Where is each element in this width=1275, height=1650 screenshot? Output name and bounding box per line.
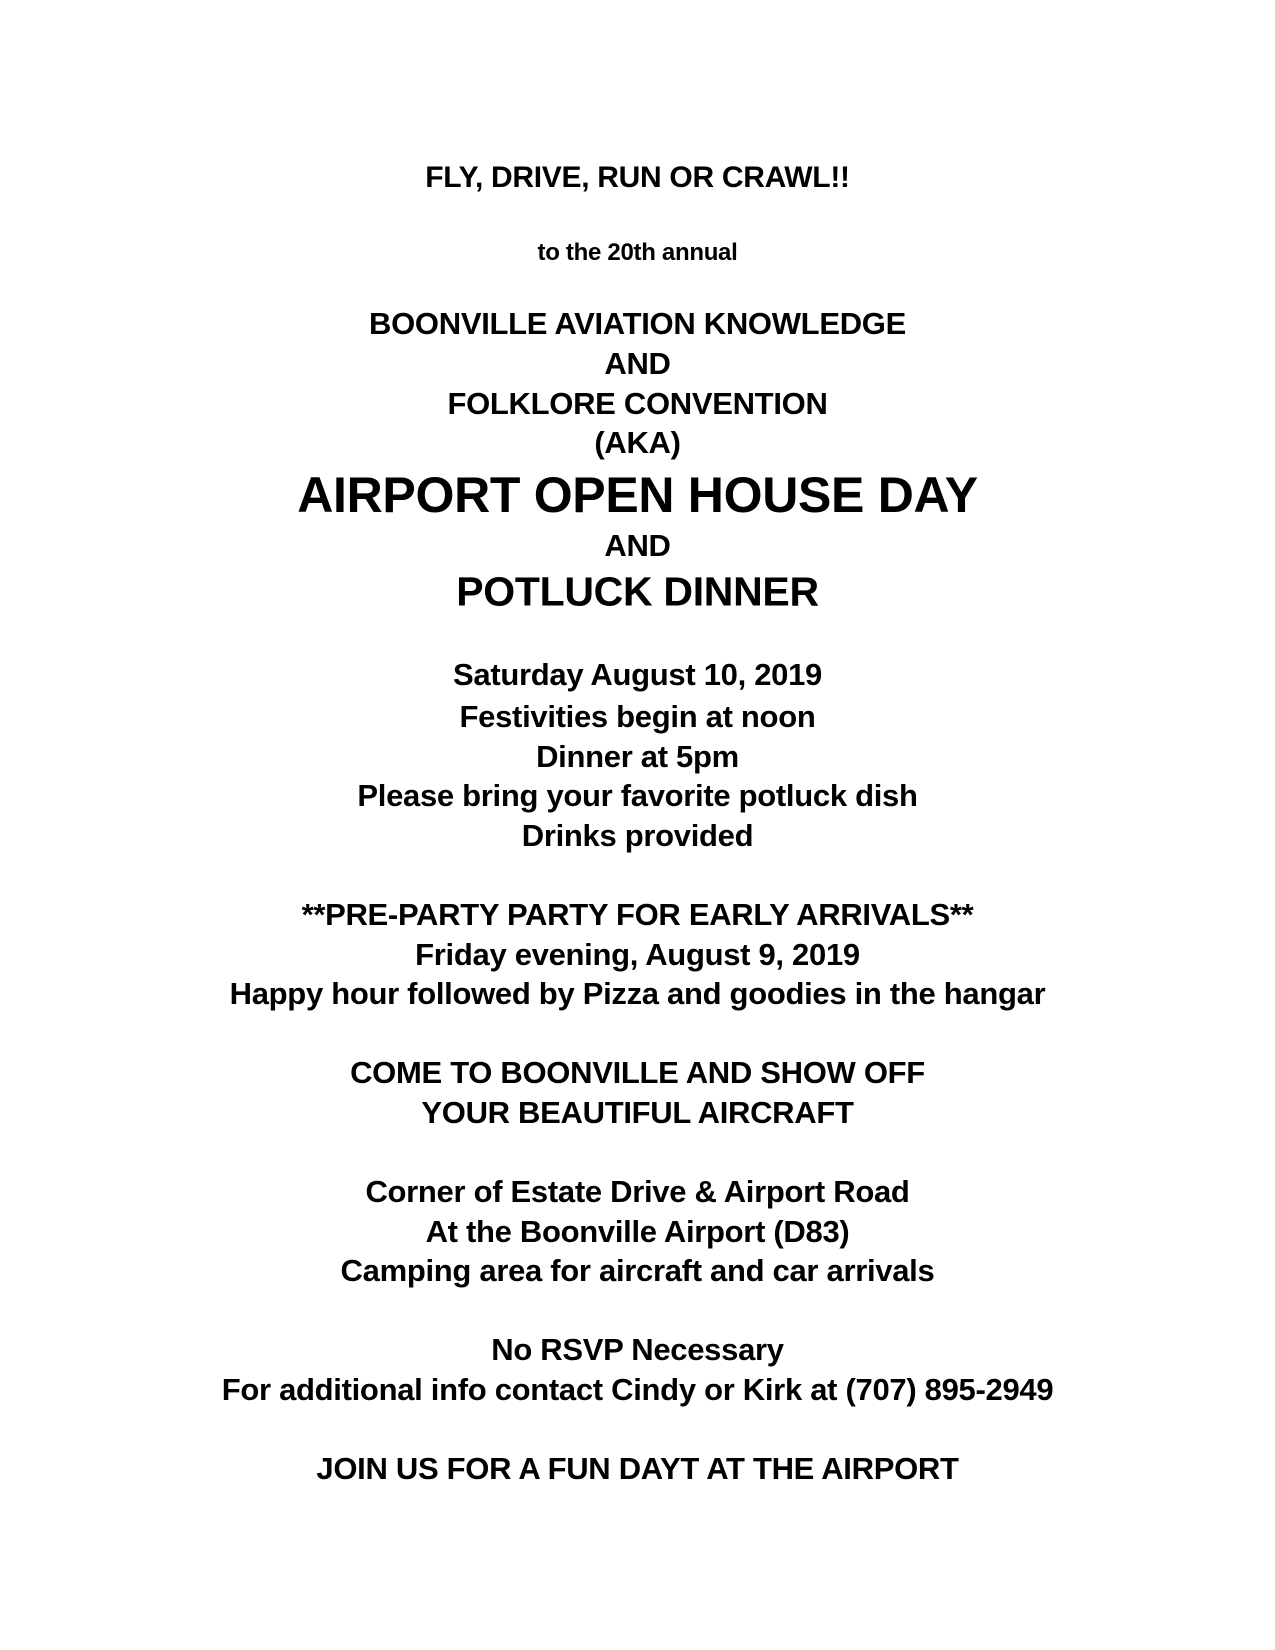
contact-info: For additional info contact Cindy or Kirk at (707) 895-2949 bbox=[221, 1372, 1054, 1407]
event-detail: Drinks provided bbox=[521, 818, 754, 853]
closing-line: JOIN US FOR A FUN DAYT AT THE AIRPORT bbox=[316, 1451, 959, 1486]
pre-party-detail: Happy hour followed by Pizza and goodies in the hangar bbox=[229, 976, 1046, 1011]
rsvp-note: No RSVP Necessary bbox=[491, 1332, 784, 1367]
event-name-line: AND bbox=[604, 346, 671, 381]
sub-title: POTLUCK DINNER bbox=[456, 568, 819, 615]
event-detail: Please bring your favorite potluck dish bbox=[357, 778, 918, 813]
location-line: Corner of Estate Drive & Airport Road bbox=[365, 1174, 910, 1209]
event-detail: Festivities begin at noon bbox=[459, 699, 816, 734]
pre-party-heading: **PRE-PARTY PARTY FOR EARLY ARRIVALS** bbox=[301, 897, 974, 932]
main-title: AIRPORT OPEN HOUSE DAY bbox=[297, 467, 978, 523]
location-line: At the Boonville Airport (D83) bbox=[425, 1214, 850, 1249]
invite-line: YOUR BEAUTIFUL AIRCRAFT bbox=[421, 1095, 854, 1130]
main-and: AND bbox=[604, 528, 671, 563]
event-name-line: FOLKLORE CONVENTION bbox=[447, 386, 828, 421]
event-detail: Dinner at 5pm bbox=[536, 739, 739, 774]
pre-party-date: Friday evening, August 9, 2019 bbox=[415, 937, 860, 972]
headline: FLY, DRIVE, RUN OR CRAWL!! bbox=[425, 161, 850, 194]
event-name-line: (AKA) bbox=[594, 425, 681, 460]
event-date: Saturday August 10, 2019 bbox=[453, 657, 822, 692]
event-name-line: BOONVILLE AVIATION KNOWLEDGE bbox=[369, 306, 906, 341]
intro-text: to the 20th annual bbox=[537, 239, 738, 266]
location-line: Camping area for aircraft and car arrivals bbox=[340, 1253, 935, 1288]
invite-line: COME TO BOONVILLE AND SHOW OFF bbox=[350, 1055, 925, 1090]
